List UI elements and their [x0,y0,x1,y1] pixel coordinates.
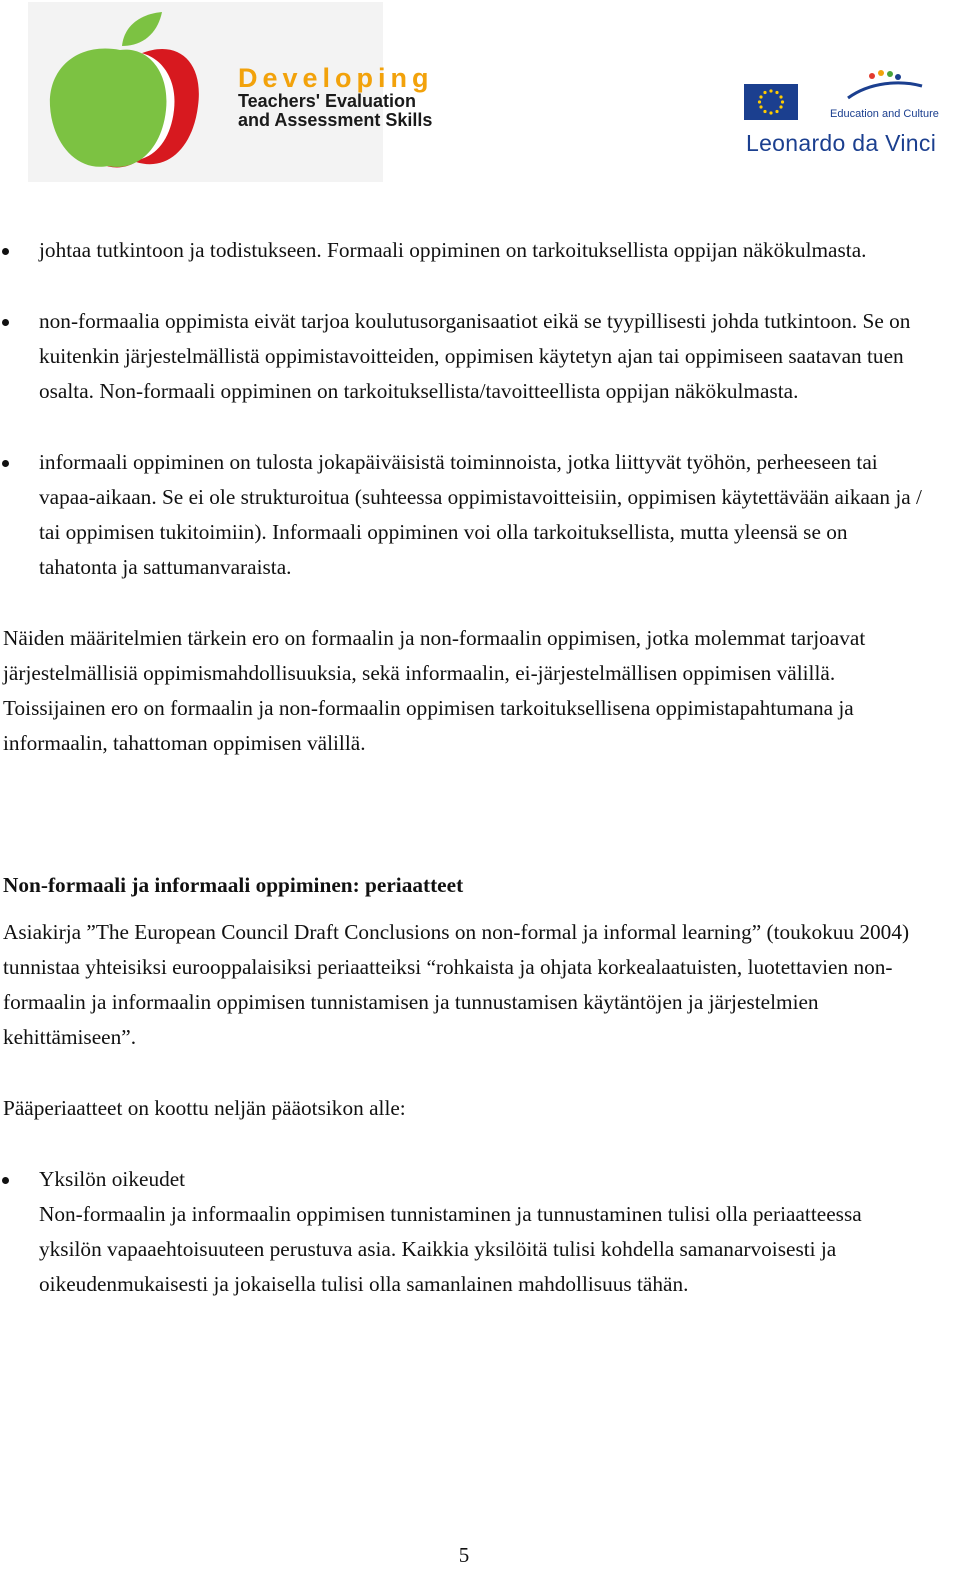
list-item-text: johtaa tutkintoon ja todistukseen. Formaali oppiminen on tarkoituksellista oppijan näkökulmasta. [39,238,867,262]
principle-title: Yksilön oikeudet [39,1167,186,1191]
list-item [3,445,923,585]
logo-line-3: and Assessment Skills [238,110,433,131]
principle-text: Non-formaalin ja informaalin oppimisen tunnistaminen ja tunnustaminen tulisi olla periaatteessa yksilön vapaaehtoisuuteen perustuva asia. Kaikkia yksilöitä tulisi kohdella samanarvoisesti ja oikeudenmukaisesti ja jokaisella tulisi olla samanlainen mahdollisuus tähän. [39,1202,862,1296]
list-item-text: informaali oppiminen on tulosta jokapäiväisistä toiminnoista, jotka liittyvät työhön, perheeseen tai vapaa-aikaan. Se ei ole strukturoitua (suhteessa oppimistavoitteisiin, oppimisen käytettävään aikaan ja / tai oppimisen tukitoimiin). Informaali oppiminen voi olla tarkoituksellista, mutta yleensä se on tahatonta ja sattumanvaraista. [39,450,922,579]
spacer [3,797,923,868]
bullet-icon [2,460,9,467]
list-item-text: non-formaalia oppimista eivät tarjoa koulutusorganisaatiot eikä se tyypillisesti johda tutkintoon. Se on kuitenkin järjestelmällistä oppimistavoitteiden, oppimisen käytetyn ajan tai oppimiseen saatavan tuen osalta. Non-formaali oppiminen on tarkoituksellista/tavoitteellista oppijan näkökulmasta. [39,309,911,403]
logo-line-1: Developing [238,63,434,93]
bullet-icon [2,248,9,255]
list-item [3,1162,923,1302]
document-body [3,233,923,1338]
section-heading: Non-formaali ja informaali oppiminen: periaatteet [3,873,464,897]
logo-line-2: Teachers' Evaluation [238,91,417,112]
dteas-logo [28,2,434,182]
principles-intro: Pääperiaatteet on koottu neljän pääotsikon alle: [3,1096,406,1120]
leonardo-da-vinci-label: Leonardo da Vinci [746,130,937,156]
dots-swoosh-icon [848,70,922,98]
principles-list [3,1162,923,1302]
definitions-list [3,233,923,585]
list-item [3,233,923,268]
bullet-icon [2,1177,9,1184]
education-and-culture-label: Education and Culture [830,108,939,120]
list-item [3,304,923,409]
page-number: 5 [458,1543,470,1567]
leonardo-da-vinci-logo [740,68,960,164]
bullet-icon [2,319,9,326]
differences-paragraph: Näiden määritelmien tärkein ero on formaalin ja non-formaalin oppimisen, jotka molemmat tarjoavat järjestelmällisiä oppimismahdollisuuksia, sekä informaalin, ei-järjestelmällisen oppimisen välillä. Toissijainen ero on formaalin ja non-formaalin oppimisen tarkoituksellisena oppimistapahtumana ja informaalin, tahattoman oppimisen välillä. [3,626,866,755]
council-paragraph: Asiakirja ”The European Council Draft Conclusions on non-formal ja informal learning” (toukokuu 2004) tunnistaa yhteisiksi eurooppalaisiksi periaatteiksi “rohkaista ja ohjata korkealaatuisten, luotettavien non-formaalin ja informaalin oppimisen tunnistamisen ja tunnustamisen käytäntöjen ja järjestelmien kehittämiseen”. [3,920,910,1049]
logo-wordmark [238,64,434,130]
